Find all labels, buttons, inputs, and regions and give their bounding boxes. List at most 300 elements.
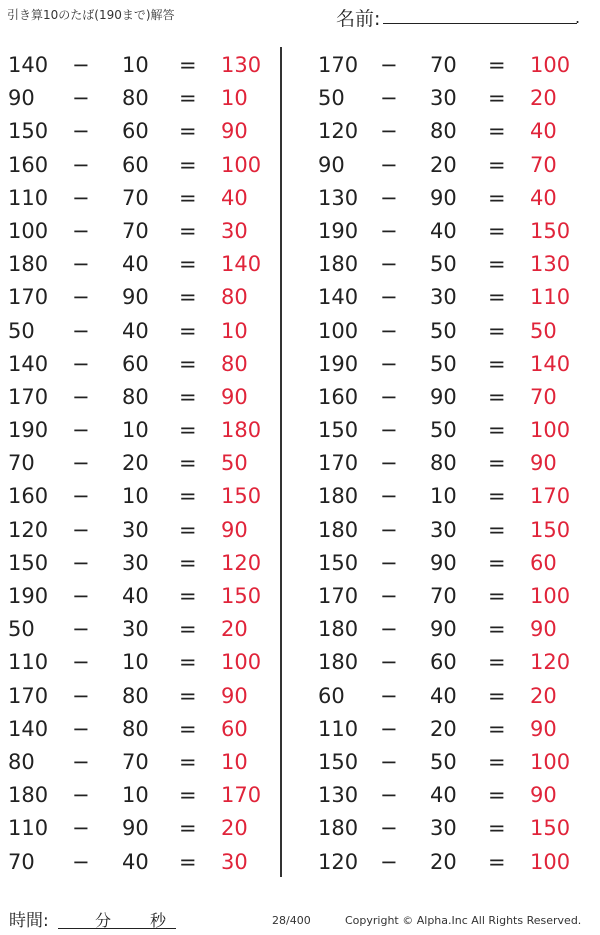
subtrahend: 90 bbox=[122, 816, 149, 841]
minuend: 190 bbox=[8, 584, 49, 608]
answer: 40 bbox=[221, 185, 248, 210]
answer: 20 bbox=[530, 86, 557, 111]
subtrahend: 40 bbox=[122, 318, 149, 343]
answer: 100 bbox=[221, 650, 262, 675]
answer: 50 bbox=[221, 451, 248, 476]
minus-sign: − bbox=[380, 252, 398, 277]
minus-sign: − bbox=[380, 318, 398, 343]
problem-row bbox=[306, 746, 596, 779]
minus-sign: − bbox=[380, 584, 398, 608]
answer: 90 bbox=[221, 517, 248, 542]
equals-sign: = bbox=[179, 86, 197, 111]
subtrahend: 90 bbox=[430, 550, 457, 575]
minus-sign: − bbox=[72, 716, 90, 741]
minus-sign: − bbox=[72, 783, 90, 808]
name-dot: . bbox=[575, 8, 581, 27]
copyright-notice: Copyright © Alpha.Inc All Rights Reserved. bbox=[345, 914, 582, 927]
minus-sign: − bbox=[380, 451, 398, 476]
answer: 30 bbox=[221, 849, 248, 874]
minuend: 180 bbox=[318, 816, 359, 841]
answer: 100 bbox=[530, 418, 571, 443]
equals-sign: = bbox=[179, 517, 197, 542]
subtrahend: 40 bbox=[430, 783, 457, 808]
problem-row bbox=[306, 414, 596, 447]
answer: 40 bbox=[530, 119, 557, 144]
minus-sign: − bbox=[380, 53, 398, 77]
minuend: 150 bbox=[318, 550, 359, 575]
minus-sign: − bbox=[72, 517, 90, 542]
problem-row bbox=[306, 215, 596, 248]
page-number: 28/400 bbox=[272, 914, 311, 927]
answer: 100 bbox=[221, 152, 262, 177]
minus-sign: − bbox=[380, 484, 398, 509]
minus-sign: − bbox=[72, 451, 90, 476]
problem-row bbox=[0, 414, 290, 447]
minus-sign: − bbox=[72, 617, 90, 642]
problem-row bbox=[0, 646, 290, 679]
minus-sign: − bbox=[72, 218, 90, 243]
minus-sign: − bbox=[72, 318, 90, 343]
minus-sign: − bbox=[72, 584, 90, 608]
problem-row bbox=[0, 82, 290, 115]
equals-sign: = bbox=[488, 783, 506, 808]
answer: 140 bbox=[221, 252, 262, 277]
minuend: 80 bbox=[8, 749, 35, 774]
problem-row bbox=[0, 514, 290, 547]
minuend: 180 bbox=[8, 252, 49, 277]
minus-sign: − bbox=[380, 152, 398, 177]
minuend: 160 bbox=[318, 384, 359, 409]
subtrahend: 40 bbox=[430, 683, 457, 708]
problem-row bbox=[306, 514, 596, 547]
minus-sign: − bbox=[380, 285, 398, 310]
problem-row bbox=[0, 746, 290, 779]
equals-sign: = bbox=[488, 749, 506, 774]
problem-row bbox=[0, 281, 290, 314]
problem-row bbox=[0, 447, 290, 480]
minuend: 160 bbox=[8, 152, 49, 177]
minus-sign: − bbox=[380, 384, 398, 409]
minus-sign: − bbox=[380, 849, 398, 874]
answer: 90 bbox=[221, 384, 248, 409]
problem-row bbox=[0, 680, 290, 713]
minuend: 120 bbox=[318, 849, 359, 874]
subtrahend: 60 bbox=[122, 351, 149, 376]
problem-row bbox=[306, 812, 596, 845]
equals-sign: = bbox=[488, 185, 506, 210]
subtrahend: 10 bbox=[122, 53, 149, 77]
subtrahend: 80 bbox=[430, 119, 457, 144]
problem-row bbox=[0, 115, 290, 148]
equals-sign: = bbox=[488, 351, 506, 376]
equals-sign: = bbox=[488, 716, 506, 741]
minuend: 110 bbox=[8, 816, 49, 841]
equals-sign: = bbox=[179, 650, 197, 675]
minus-sign: − bbox=[380, 185, 398, 210]
minus-sign: − bbox=[72, 86, 90, 111]
answer: 20 bbox=[530, 683, 557, 708]
left-problem-column bbox=[0, 49, 290, 879]
answer: 90 bbox=[221, 119, 248, 144]
seconds-label: 秒 bbox=[150, 911, 167, 930]
minus-sign: − bbox=[72, 119, 90, 144]
problem-row bbox=[0, 846, 290, 879]
minuend: 50 bbox=[318, 86, 345, 111]
answer: 150 bbox=[530, 517, 571, 542]
subtrahend: 60 bbox=[122, 152, 149, 177]
answer: 100 bbox=[530, 749, 571, 774]
subtrahend: 30 bbox=[122, 550, 149, 575]
subtrahend: 50 bbox=[430, 749, 457, 774]
minus-sign: − bbox=[380, 783, 398, 808]
equals-sign: = bbox=[179, 185, 197, 210]
subtrahend: 10 bbox=[430, 484, 457, 509]
problem-row bbox=[0, 182, 290, 215]
answer: 20 bbox=[221, 816, 248, 841]
answer: 130 bbox=[221, 53, 262, 77]
answer: 100 bbox=[530, 584, 571, 608]
minuend: 140 bbox=[318, 285, 359, 310]
minus-sign: − bbox=[72, 285, 90, 310]
subtrahend: 10 bbox=[122, 418, 149, 443]
equals-sign: = bbox=[179, 252, 197, 277]
minus-sign: − bbox=[380, 119, 398, 144]
minuend: 180 bbox=[318, 617, 359, 642]
answer: 10 bbox=[221, 86, 248, 111]
answer: 70 bbox=[530, 152, 557, 177]
answer: 150 bbox=[530, 816, 571, 841]
problem-row bbox=[306, 115, 596, 148]
minus-sign: − bbox=[380, 816, 398, 841]
problem-row bbox=[306, 547, 596, 580]
equals-sign: = bbox=[488, 650, 506, 675]
equals-sign: = bbox=[179, 484, 197, 509]
subtrahend: 90 bbox=[430, 185, 457, 210]
minus-sign: − bbox=[380, 550, 398, 575]
problem-row bbox=[306, 82, 596, 115]
equals-sign: = bbox=[179, 849, 197, 874]
minuend: 130 bbox=[318, 185, 359, 210]
minus-sign: − bbox=[380, 716, 398, 741]
minus-sign: − bbox=[72, 849, 90, 874]
minuend: 170 bbox=[318, 53, 359, 77]
problem-row bbox=[0, 713, 290, 746]
equals-sign: = bbox=[179, 783, 197, 808]
minus-sign: − bbox=[380, 617, 398, 642]
answer: 130 bbox=[530, 252, 571, 277]
subtrahend: 40 bbox=[430, 218, 457, 243]
equals-sign: = bbox=[488, 617, 506, 642]
equals-sign: = bbox=[179, 749, 197, 774]
subtrahend: 10 bbox=[122, 484, 149, 509]
subtrahend: 20 bbox=[430, 849, 457, 874]
problem-row bbox=[306, 381, 596, 414]
subtrahend: 30 bbox=[122, 517, 149, 542]
subtrahend: 50 bbox=[430, 418, 457, 443]
answer: 30 bbox=[221, 218, 248, 243]
subtrahend: 50 bbox=[430, 351, 457, 376]
subtrahend: 40 bbox=[122, 849, 149, 874]
subtrahend: 60 bbox=[122, 119, 149, 144]
equals-sign: = bbox=[488, 451, 506, 476]
problem-row bbox=[0, 547, 290, 580]
answer: 150 bbox=[221, 584, 262, 608]
subtrahend: 30 bbox=[430, 816, 457, 841]
equals-sign: = bbox=[179, 418, 197, 443]
minuend: 70 bbox=[8, 849, 35, 874]
minus-sign: − bbox=[380, 351, 398, 376]
subtrahend: 90 bbox=[430, 384, 457, 409]
minus-sign: − bbox=[380, 517, 398, 542]
right-problem-column bbox=[306, 49, 596, 879]
equals-sign: = bbox=[488, 484, 506, 509]
problem-row bbox=[306, 613, 596, 646]
minus-sign: − bbox=[380, 86, 398, 111]
subtrahend: 20 bbox=[122, 451, 149, 476]
problem-row bbox=[306, 182, 596, 215]
answer: 80 bbox=[221, 351, 248, 376]
minuend: 90 bbox=[8, 86, 35, 111]
minuend: 180 bbox=[318, 517, 359, 542]
problem-row bbox=[306, 779, 596, 812]
equals-sign: = bbox=[488, 119, 506, 144]
minus-sign: − bbox=[72, 650, 90, 675]
minuend: 190 bbox=[8, 418, 49, 443]
equals-sign: = bbox=[179, 318, 197, 343]
minuend: 150 bbox=[8, 550, 49, 575]
answer: 180 bbox=[221, 418, 262, 443]
equals-sign: = bbox=[488, 550, 506, 575]
minuend: 100 bbox=[8, 218, 49, 243]
answer: 40 bbox=[530, 185, 557, 210]
subtrahend: 10 bbox=[122, 783, 149, 808]
problem-row bbox=[306, 315, 596, 348]
equals-sign: = bbox=[179, 119, 197, 144]
answer: 100 bbox=[530, 53, 571, 77]
minuend: 110 bbox=[318, 716, 359, 741]
minus-sign: − bbox=[72, 683, 90, 708]
equals-sign: = bbox=[179, 384, 197, 409]
subtrahend: 90 bbox=[430, 617, 457, 642]
subtrahend: 80 bbox=[430, 451, 457, 476]
minuend: 180 bbox=[318, 484, 359, 509]
answer: 150 bbox=[530, 218, 571, 243]
equals-sign: = bbox=[179, 617, 197, 642]
problem-row bbox=[0, 215, 290, 248]
equals-sign: = bbox=[488, 584, 506, 608]
answer: 60 bbox=[221, 716, 248, 741]
equals-sign: = bbox=[488, 683, 506, 708]
equals-sign: = bbox=[488, 252, 506, 277]
answer: 90 bbox=[530, 451, 557, 476]
subtrahend: 30 bbox=[430, 285, 457, 310]
problem-row bbox=[0, 49, 290, 82]
equals-sign: = bbox=[488, 517, 506, 542]
equals-sign: = bbox=[179, 152, 197, 177]
subtrahend: 30 bbox=[122, 617, 149, 642]
equals-sign: = bbox=[179, 550, 197, 575]
subtrahend: 70 bbox=[122, 749, 149, 774]
equals-sign: = bbox=[488, 53, 506, 77]
answer: 70 bbox=[530, 384, 557, 409]
minus-sign: − bbox=[72, 749, 90, 774]
problem-row bbox=[0, 248, 290, 281]
equals-sign: = bbox=[488, 285, 506, 310]
subtrahend: 80 bbox=[122, 384, 149, 409]
equals-sign: = bbox=[179, 351, 197, 376]
minuend: 90 bbox=[318, 152, 345, 177]
equals-sign: = bbox=[488, 418, 506, 443]
problem-row bbox=[0, 480, 290, 513]
minuend: 160 bbox=[8, 484, 49, 509]
minuend: 110 bbox=[8, 650, 49, 675]
answer: 120 bbox=[221, 550, 262, 575]
problem-row bbox=[0, 348, 290, 381]
minus-sign: − bbox=[72, 418, 90, 443]
name-underline bbox=[383, 23, 577, 24]
subtrahend: 30 bbox=[430, 517, 457, 542]
problem-row bbox=[0, 381, 290, 414]
problem-row bbox=[306, 348, 596, 381]
problem-row bbox=[0, 779, 290, 812]
minuend: 100 bbox=[318, 318, 359, 343]
minus-sign: − bbox=[380, 418, 398, 443]
subtrahend: 90 bbox=[122, 285, 149, 310]
equals-sign: = bbox=[488, 152, 506, 177]
answer: 10 bbox=[221, 318, 248, 343]
minuend: 120 bbox=[8, 517, 49, 542]
minus-sign: − bbox=[72, 484, 90, 509]
answer: 10 bbox=[221, 749, 248, 774]
minuend: 180 bbox=[8, 783, 49, 808]
problem-row bbox=[0, 613, 290, 646]
problem-row bbox=[306, 248, 596, 281]
equals-sign: = bbox=[488, 86, 506, 111]
equals-sign: = bbox=[179, 53, 197, 77]
equals-sign: = bbox=[179, 816, 197, 841]
minuend: 140 bbox=[8, 716, 49, 741]
minus-sign: − bbox=[72, 550, 90, 575]
minus-sign: − bbox=[72, 351, 90, 376]
minuend: 190 bbox=[318, 351, 359, 376]
problem-row bbox=[0, 315, 290, 348]
answer: 60 bbox=[530, 550, 557, 575]
minuend: 110 bbox=[8, 185, 49, 210]
minus-sign: − bbox=[72, 53, 90, 77]
answer: 150 bbox=[221, 484, 262, 509]
minus-sign: − bbox=[72, 252, 90, 277]
time-label: 時間: bbox=[9, 911, 49, 931]
subtrahend: 50 bbox=[430, 318, 457, 343]
minus-sign: − bbox=[380, 683, 398, 708]
equals-sign: = bbox=[179, 285, 197, 310]
minus-sign: − bbox=[72, 185, 90, 210]
answer: 90 bbox=[530, 783, 557, 808]
subtrahend: 70 bbox=[430, 584, 457, 608]
problem-row bbox=[0, 149, 290, 182]
subtrahend: 70 bbox=[430, 53, 457, 77]
subtrahend: 10 bbox=[122, 650, 149, 675]
worksheet-title: 引き算10のたば(190まで)解答 bbox=[7, 8, 175, 22]
answer: 120 bbox=[530, 650, 571, 675]
minuend: 180 bbox=[318, 252, 359, 277]
subtrahend: 60 bbox=[430, 650, 457, 675]
subtrahend: 40 bbox=[122, 584, 149, 608]
subtrahend: 80 bbox=[122, 86, 149, 111]
answer: 170 bbox=[530, 484, 571, 509]
subtrahend: 70 bbox=[122, 185, 149, 210]
subtrahend: 80 bbox=[122, 716, 149, 741]
minuend: 50 bbox=[8, 617, 35, 642]
problem-row bbox=[306, 149, 596, 182]
problem-row bbox=[0, 812, 290, 845]
equals-sign: = bbox=[179, 683, 197, 708]
answer: 20 bbox=[221, 617, 248, 642]
equals-sign: = bbox=[488, 384, 506, 409]
equals-sign: = bbox=[488, 849, 506, 874]
equals-sign: = bbox=[179, 584, 197, 608]
answer: 140 bbox=[530, 351, 571, 376]
minuend: 170 bbox=[8, 285, 49, 310]
minuend: 190 bbox=[318, 218, 359, 243]
answer: 100 bbox=[530, 849, 571, 874]
minuend: 120 bbox=[318, 119, 359, 144]
answer: 90 bbox=[221, 683, 248, 708]
problem-row bbox=[306, 580, 596, 613]
problem-row bbox=[306, 480, 596, 513]
equals-sign: = bbox=[488, 318, 506, 343]
problem-row bbox=[306, 49, 596, 82]
minus-sign: − bbox=[72, 816, 90, 841]
problem-row bbox=[0, 580, 290, 613]
subtrahend: 30 bbox=[430, 86, 457, 111]
subtrahend: 50 bbox=[430, 252, 457, 277]
minuend: 130 bbox=[318, 783, 359, 808]
equals-sign: = bbox=[488, 218, 506, 243]
minuend: 170 bbox=[8, 683, 49, 708]
minuend: 50 bbox=[8, 318, 35, 343]
minuend: 70 bbox=[8, 451, 35, 476]
problem-row bbox=[306, 281, 596, 314]
name-label: 名前: bbox=[336, 8, 381, 30]
subtrahend: 20 bbox=[430, 716, 457, 741]
answer: 90 bbox=[530, 716, 557, 741]
problem-row bbox=[306, 680, 596, 713]
problem-row bbox=[306, 447, 596, 480]
problem-row bbox=[306, 846, 596, 879]
minuend: 170 bbox=[8, 384, 49, 409]
equals-sign: = bbox=[179, 451, 197, 476]
minuend: 170 bbox=[318, 451, 359, 476]
minus-sign: − bbox=[380, 650, 398, 675]
equals-sign: = bbox=[488, 816, 506, 841]
minus-sign: − bbox=[380, 218, 398, 243]
minus-sign: − bbox=[380, 749, 398, 774]
equals-sign: = bbox=[179, 716, 197, 741]
answer: 90 bbox=[530, 617, 557, 642]
problem-row bbox=[306, 713, 596, 746]
minutes-label: 分 bbox=[95, 911, 112, 930]
subtrahend: 70 bbox=[122, 218, 149, 243]
problem-row bbox=[306, 646, 596, 679]
answer: 110 bbox=[530, 285, 571, 310]
minuend: 140 bbox=[8, 351, 49, 376]
subtrahend: 80 bbox=[122, 683, 149, 708]
subtrahend: 20 bbox=[430, 152, 457, 177]
minus-sign: − bbox=[72, 152, 90, 177]
minuend: 150 bbox=[318, 418, 359, 443]
minuend: 180 bbox=[318, 650, 359, 675]
